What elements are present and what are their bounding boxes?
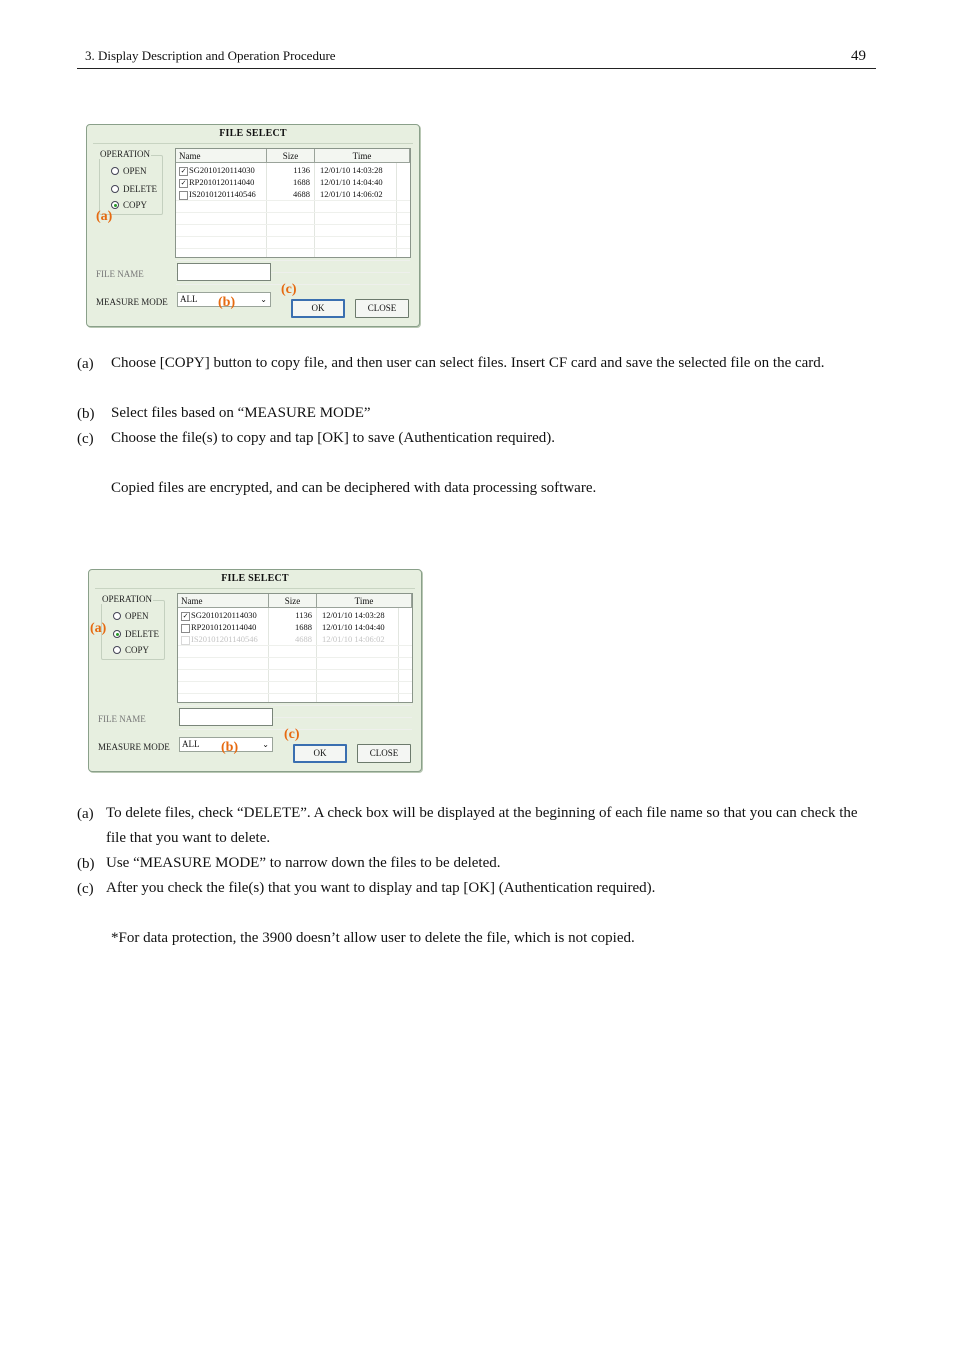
empty-row-line (178, 645, 412, 646)
file-name-text: SG2010120114030 (189, 165, 255, 175)
ok-button[interactable]: OK (293, 744, 347, 763)
file-time-cell: 12/01/10 14:04:40 (320, 177, 383, 187)
file-row[interactable] (176, 164, 410, 176)
close-button[interactable]: CLOSE (355, 299, 409, 318)
measure-mode-value: ALL (182, 739, 200, 749)
empty-row-line (178, 681, 412, 682)
radio-copy-indicator[interactable] (111, 201, 119, 209)
file-row[interactable] (176, 176, 410, 188)
radio-open-label: OPEN (125, 611, 149, 621)
ok-button[interactable]: OK (291, 299, 345, 318)
file-list[interactable] (177, 593, 413, 703)
item-text: To delete files, check “DELETE”. A check box will be displayed at the beginning of each file name so that you can check the file that you want to delete. (106, 805, 858, 846)
file-name-cell (178, 633, 268, 645)
file-checkbox[interactable]: ✓ (180, 178, 187, 187)
radio-delete-label: DELETE (123, 184, 157, 194)
empty-row-line (176, 200, 410, 201)
file-name-input[interactable] (179, 708, 273, 726)
radio-open-indicator[interactable] (111, 167, 119, 175)
note-text: *For data protection, the 3900 doesn’t allow user to delete the file, which is not copied. (111, 930, 635, 946)
empty-row-line (176, 212, 410, 213)
file-name-cell (176, 176, 266, 188)
item-label: (b) (77, 856, 95, 872)
operation-label: OPERATION (100, 149, 151, 159)
radio-delete-label: DELETE (125, 629, 159, 639)
radio-delete[interactable] (111, 184, 157, 194)
column-time-header[interactable]: Time (317, 594, 412, 608)
file-time-cell: 12/01/10 14:04:40 (322, 622, 385, 632)
file-size-cell: 4688 (293, 189, 310, 199)
file-select-dialog-delete (88, 569, 422, 772)
radio-copy[interactable] (113, 645, 149, 655)
callout-b: (b) (221, 740, 239, 755)
running-header: 3. Display Description and Operation Procedure (85, 48, 336, 63)
empty-row-line (178, 669, 412, 670)
file-time-cell: 12/01/10 14:06:02 (322, 634, 385, 644)
file-checkbox[interactable]: ✓ (182, 611, 189, 620)
empty-row-line (176, 248, 410, 249)
file-size-cell: 1136 (295, 610, 312, 620)
file-row[interactable] (178, 609, 412, 621)
column-name-header[interactable]: Name (176, 149, 267, 163)
item-text: Choose the file(s) to copy and tap [OK] to save (Authentication required). (111, 430, 556, 446)
radio-copy-label: COPY (123, 200, 148, 210)
column-time-header[interactable]: Time (315, 149, 410, 163)
column-size-header[interactable]: Size (267, 149, 315, 163)
file-name-text: IS20101201140546 (191, 634, 258, 644)
item-label: (a) (77, 356, 94, 372)
empty-row-line (176, 224, 410, 225)
file-name-label: FILE NAME (98, 714, 146, 724)
title-divider (95, 588, 415, 589)
file-size-cell: 1136 (293, 165, 310, 175)
file-row[interactable] (178, 633, 412, 645)
note-text: Copied files are encrypted, and can be deciphered with data processing software. (111, 480, 597, 496)
dialog-title: FILE SELECT (219, 128, 287, 139)
file-name-cell (176, 164, 266, 176)
file-name-text: RP2010120114040 (191, 622, 257, 632)
file-checkbox[interactable] (181, 624, 190, 633)
title-divider (93, 143, 413, 144)
file-time-cell: 12/01/10 14:03:28 (320, 165, 383, 175)
file-checkbox[interactable] (181, 636, 190, 645)
measure-mode-label: MEASURE MODE (98, 742, 170, 752)
radio-open[interactable] (113, 611, 149, 621)
radio-open-indicator[interactable] (113, 612, 121, 620)
file-name-text: SG2010120114030 (191, 610, 257, 620)
file-name-text: RP2010120114040 (189, 177, 255, 187)
radio-open-label: OPEN (123, 166, 147, 176)
callout-a: (a) (90, 621, 107, 636)
item-text: After you check the file(s) that you want to display and tap [OK] (Authentication required). (106, 880, 656, 896)
file-select-dialog-copy (86, 124, 420, 327)
item-text: Choose [COPY] button to copy file, and then user can select files. Insert CF card and save the selected file on the card. (111, 355, 825, 371)
dialog-title: FILE SELECT (221, 573, 289, 584)
file-checkbox[interactable] (179, 191, 188, 200)
item-label: (a) (77, 806, 94, 822)
operation-label: OPERATION (102, 594, 153, 604)
item-text: Use “MEASURE MODE” to narrow down the files to be deleted. (106, 855, 501, 871)
chevron-down-icon: ⌄ (260, 295, 267, 304)
file-row[interactable] (178, 621, 412, 633)
empty-row-line (178, 705, 412, 706)
measure-mode-value: ALL (180, 294, 198, 304)
file-time-cell: 12/01/10 14:03:28 (322, 610, 385, 620)
empty-row-line (176, 260, 410, 261)
radio-delete-indicator[interactable] (113, 630, 121, 638)
item-text: Select files based on “MEASURE MODE” (111, 405, 371, 421)
file-time-cell: 12/01/10 14:06:02 (320, 189, 383, 199)
radio-copy[interactable] (111, 200, 147, 210)
radio-copy-indicator[interactable] (113, 646, 121, 654)
column-size-header[interactable]: Size (269, 594, 317, 608)
measure-mode-label: MEASURE MODE (96, 297, 168, 307)
column-name-header[interactable]: Name (178, 594, 269, 608)
item-label: (c) (77, 881, 94, 897)
radio-delete-indicator[interactable] (111, 185, 119, 193)
chevron-down-icon: ⌄ (262, 740, 269, 749)
callout-a: (a) (96, 209, 113, 224)
header-rule (77, 68, 876, 69)
empty-row-line (178, 657, 412, 658)
file-size-cell: 1688 (293, 177, 310, 187)
file-size-cell: 1688 (295, 622, 312, 632)
file-size-cell: 4688 (295, 634, 312, 644)
radio-copy-label: COPY (125, 645, 150, 655)
radio-delete[interactable] (113, 629, 159, 639)
file-name-input[interactable] (177, 263, 271, 281)
file-list[interactable] (175, 148, 411, 258)
radio-open[interactable] (111, 166, 147, 176)
page-number: 49 (851, 48, 866, 64)
file-checkbox[interactable]: ✓ (180, 166, 187, 175)
empty-row-line (178, 693, 412, 694)
item-label: (c) (77, 431, 94, 447)
file-name-cell (178, 609, 268, 621)
item-label: (b) (77, 406, 95, 422)
file-name-cell (178, 621, 268, 633)
empty-row-line (176, 236, 410, 237)
callout-c: (c) (281, 282, 297, 297)
callout-b: (b) (218, 295, 236, 310)
file-row[interactable] (176, 188, 410, 200)
file-name-label: FILE NAME (96, 269, 144, 279)
close-button[interactable]: CLOSE (357, 744, 411, 763)
file-name-text: IS20101201140546 (189, 189, 256, 199)
file-name-cell (176, 188, 266, 200)
callout-c: (c) (284, 727, 300, 742)
